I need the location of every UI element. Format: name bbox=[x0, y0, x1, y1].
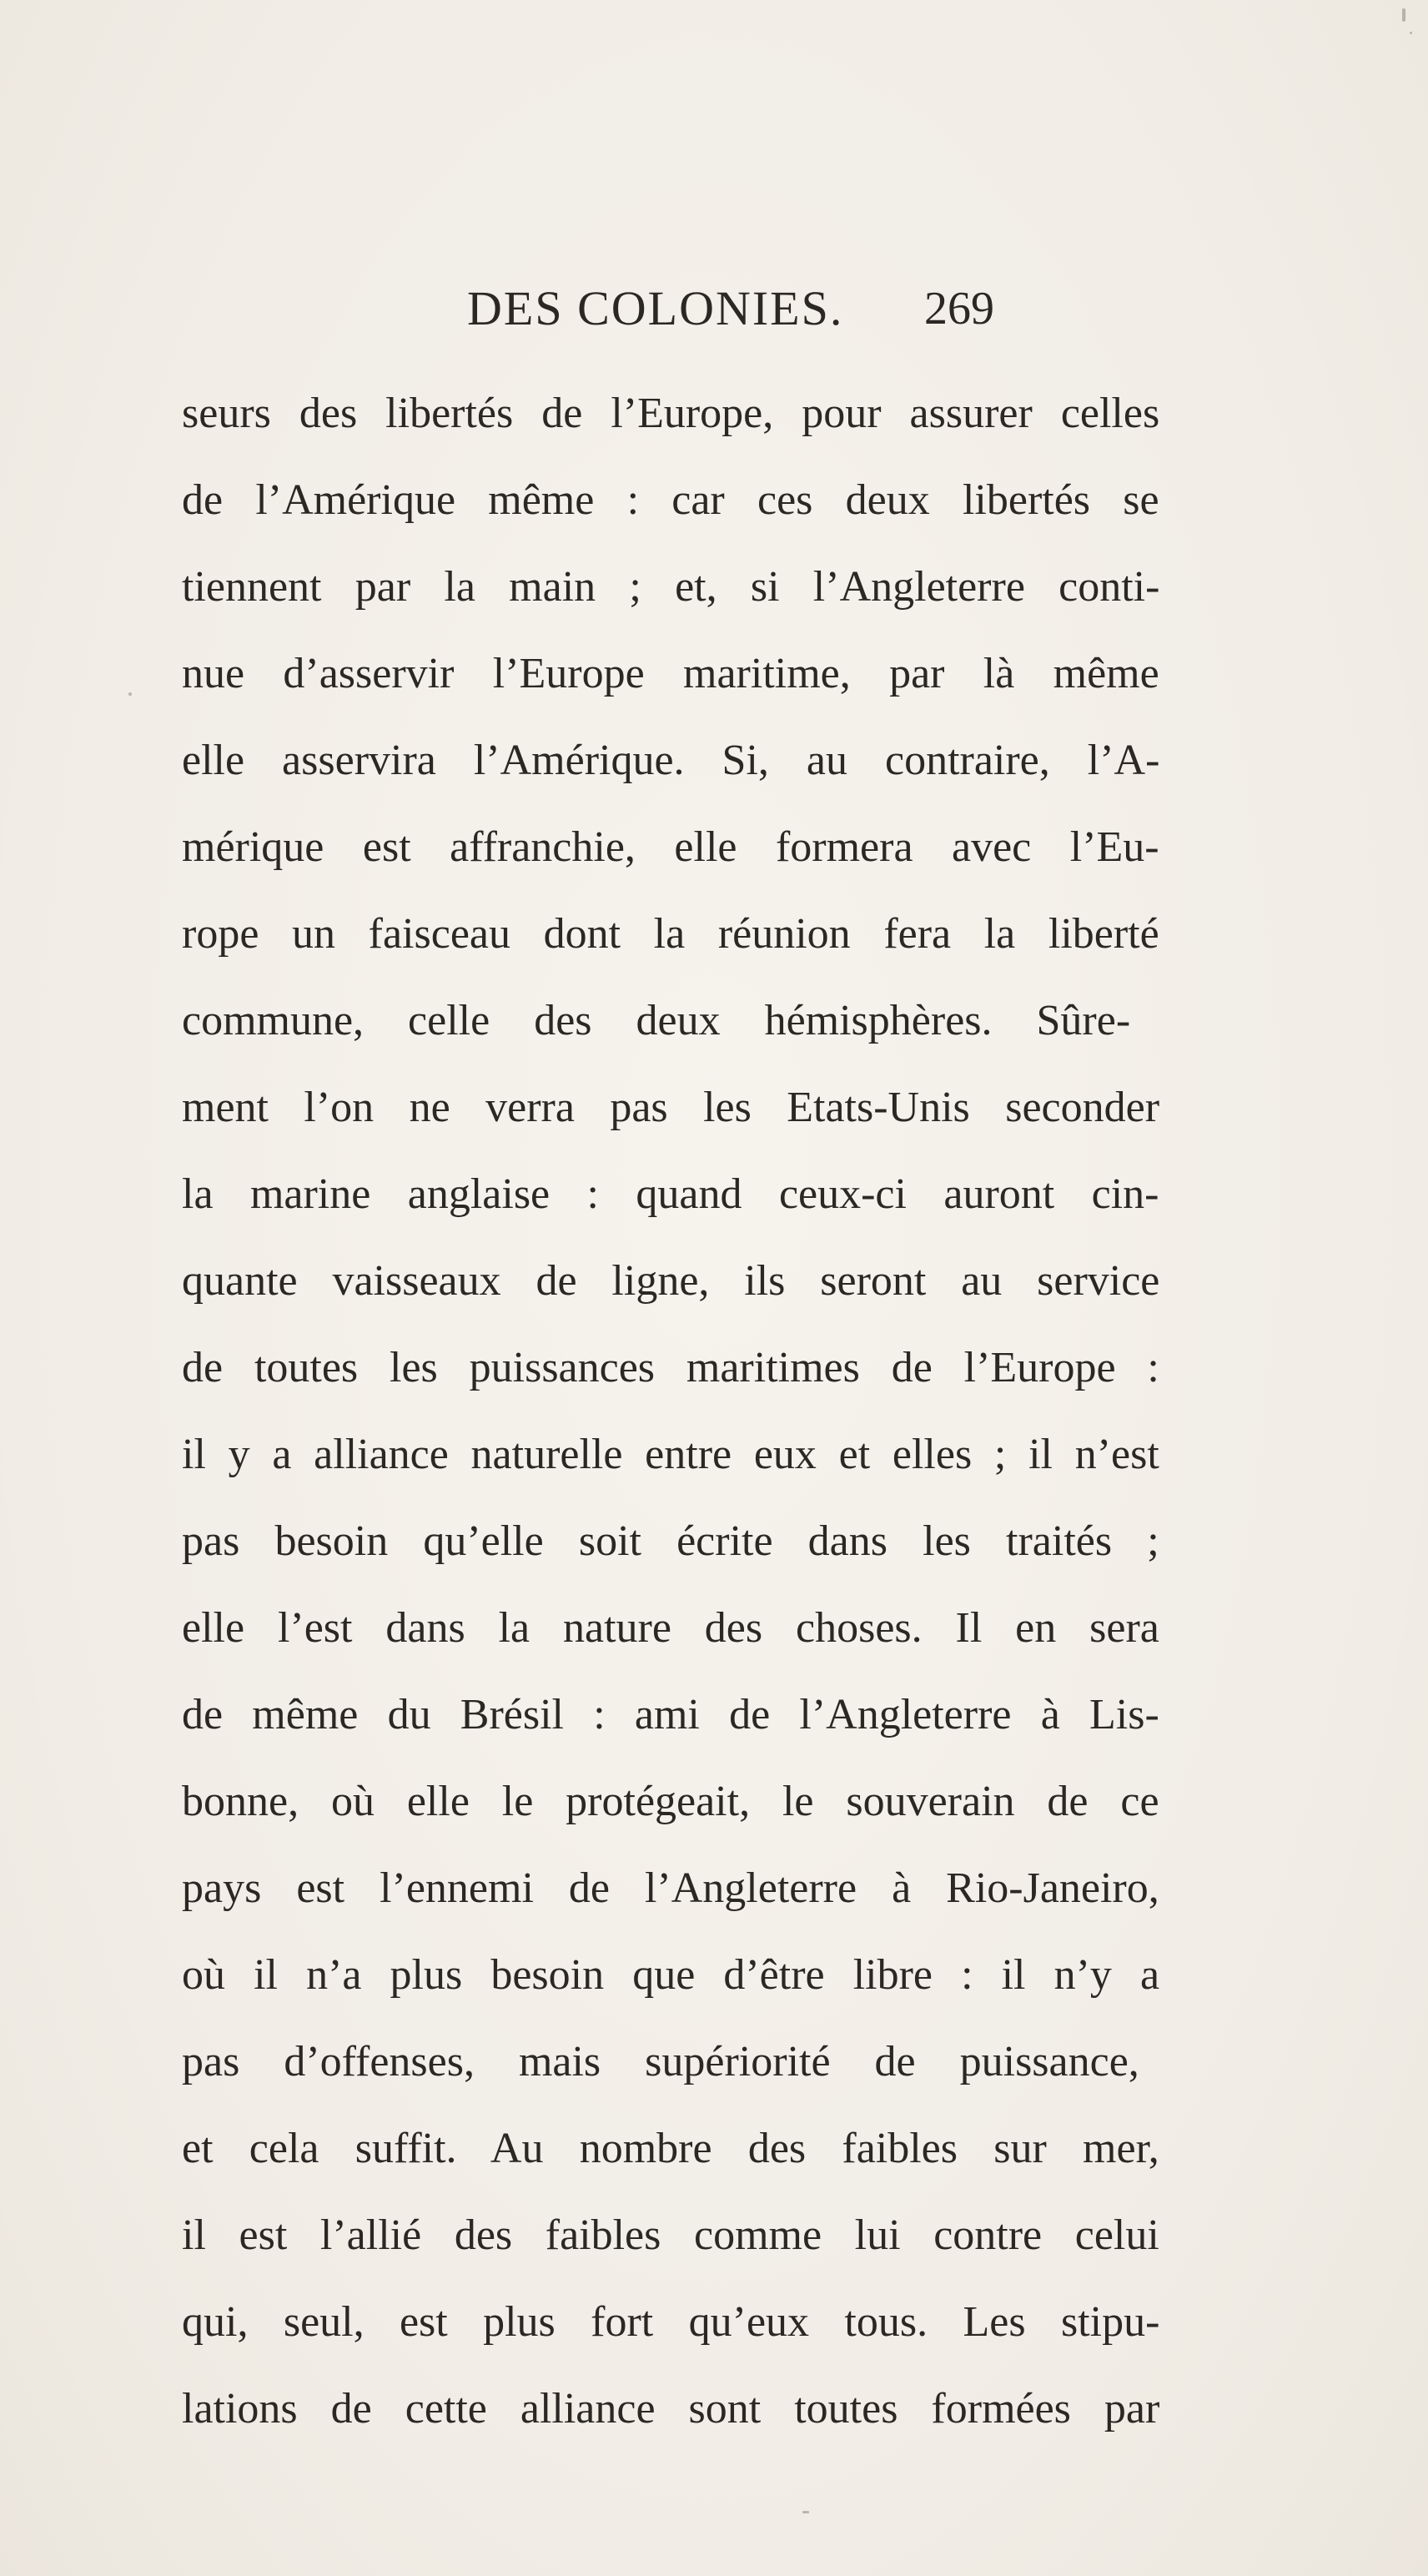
text-line: il y a alliance naturelle entre eux et elles ; il n’est bbox=[182, 1431, 1159, 1478]
text-line: qui, seul, est plus fort qu’eux tous. Les stipu- bbox=[182, 2298, 1160, 2346]
page-header bbox=[0, 275, 1428, 342]
text-line: de même du Brésil : ami de l’Angleterre à Lis- bbox=[182, 1691, 1159, 1738]
page-number: 269 bbox=[924, 283, 994, 335]
text-line: seurs des libertés de l’Europe, pour assurer celles bbox=[182, 390, 1160, 437]
paper-speck bbox=[802, 2511, 809, 2513]
running-head: DES COLONIES. bbox=[467, 281, 844, 335]
text-line: quante vaisseaux de ligne, ils seront au service bbox=[182, 1257, 1160, 1305]
text-line: lations de cette alliance sont toutes formées par bbox=[182, 2385, 1160, 2433]
text-line: il est l’allié des faibles comme lui contre celui bbox=[182, 2211, 1159, 2259]
text-line: pays est l’ennemi de l’Angleterre à Rio-Janeiro, bbox=[182, 1864, 1159, 1912]
text-line: ment l’on ne verra pas les Etats-Unis seconder bbox=[182, 1084, 1160, 1131]
text-line: tiennent par la main ; et, si l’Angleterre conti- bbox=[182, 563, 1160, 611]
paper-speck bbox=[128, 692, 132, 696]
paper-speck bbox=[1410, 32, 1412, 34]
text-line: bonne, où elle le protégeait, le souverain de ce bbox=[182, 1778, 1159, 1825]
text-line: pas besoin qu’elle soit écrite dans les traités ; bbox=[182, 1517, 1159, 1565]
text-line: et cela suffit. Au nombre des faibles sur mer, bbox=[182, 2125, 1159, 2172]
text-line: mérique est affranchie, elle formera avec l’Eu- bbox=[182, 823, 1159, 871]
text-line: nue d’asservir l’Europe maritime, par là même bbox=[182, 650, 1159, 697]
text-line: commune, celle des deux hémisphères. Sûre- bbox=[182, 997, 1131, 1044]
text-line: de l’Amérique même : car ces deux libertés se bbox=[182, 476, 1159, 524]
text-line: où il n’a plus besoin que d’être libre : il n’y a bbox=[182, 1951, 1160, 1999]
paper-speck bbox=[1402, 8, 1405, 22]
text-line: la marine anglaise : quand ceux-ci auront cin- bbox=[182, 1170, 1159, 1218]
text-line: pas d’offenses, mais supériorité de puissance, bbox=[182, 2038, 1139, 2085]
text-line: de toutes les puissances maritimes de l’Europe : bbox=[182, 1344, 1159, 1391]
text-line: elle asservira l’Amérique. Si, au contraire, l’A- bbox=[182, 737, 1160, 784]
text-line: elle l’est dans la nature des choses. Il en sera bbox=[182, 1604, 1159, 1652]
text-line: rope un faisceau dont la réunion fera la liberté bbox=[182, 910, 1159, 958]
